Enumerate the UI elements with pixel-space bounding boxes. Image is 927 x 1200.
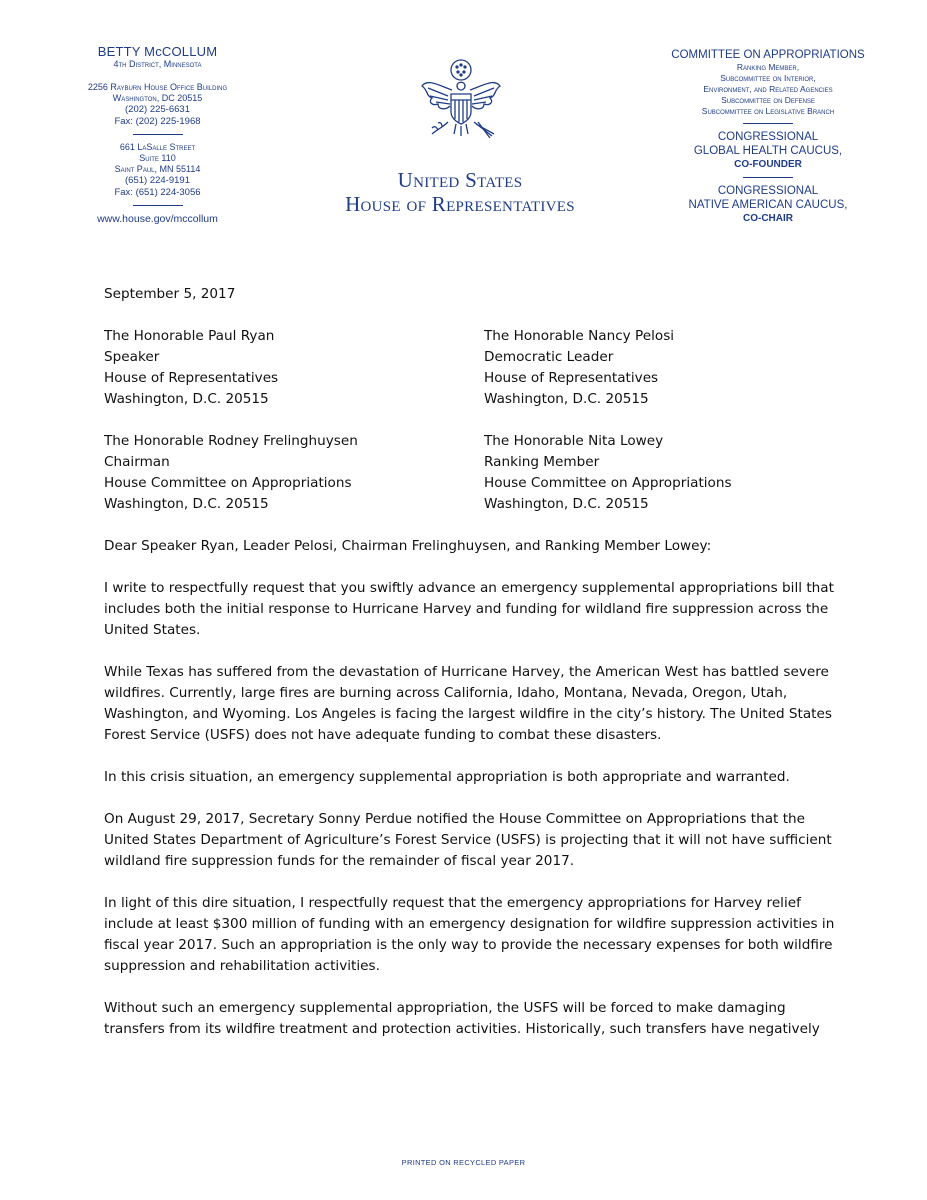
addressee-line: The Honorable Paul Ryan xyxy=(104,328,275,344)
dc-office-line: Fax: (202) 225-1968 xyxy=(114,115,201,127)
committee-role: Environment, and Related Agencies xyxy=(703,84,833,94)
addressee-line: House of Representatives xyxy=(484,370,659,386)
paragraph: I write to respectfully request that you swiftly advance an emergency supplemental appropriations bill that includes both the initial response to Hurricane Harvey and funding for wildland fire suppression across the United States. xyxy=(104,580,834,638)
addressee-line: House of Representatives xyxy=(104,370,279,386)
addressee-line: The Honorable Nancy Pelosi xyxy=(484,328,675,344)
addressee-block xyxy=(104,326,484,410)
addressee-line: Speaker xyxy=(104,349,160,365)
addressee-line: Washington, D.C. 20515 xyxy=(484,496,649,512)
addressee-line: Democratic Leader xyxy=(484,349,614,365)
dc-office-line: 2256 Rayburn House Office Building xyxy=(87,82,228,92)
divider xyxy=(133,205,183,206)
house-title-line1: United States xyxy=(397,168,523,192)
house-title-line2: House of Representatives xyxy=(345,192,575,216)
letterhead-left xyxy=(40,44,275,225)
caucus-name: CONGRESSIONAL xyxy=(717,185,819,197)
paragraph: While Texas has suffered from the devastation of Hurricane Harvey, the American West has battled severe wildfires. Currently, large fires are burning across California, Idaho, Montana, Nevada, Oregon, Utah, Washington, and Wyoming. Los Angeles is facing the largest wildfire in the city’s history. The United States Forest Service (USFS) does not have adequate funding to combat these disasters. xyxy=(104,664,832,743)
addressee-line: House Committee on Appropriations xyxy=(104,475,352,491)
mn-office-line: 661 LaSalle Street xyxy=(119,142,196,152)
caucus-name: GLOBAL HEALTH CAUCUS, xyxy=(693,145,843,157)
salutation: Dear Speaker Ryan, Leader Pelosi, Chairman Frelinghuysen, and Ranking Member Lowey: xyxy=(104,538,712,554)
paragraph: On August 29, 2017, Secretary Sonny Perdue notified the House Committee on Appropriations that the United States Department of Agriculture’s Forest Service (USFS) is projecting that it will not have sufficient wildland fire suppression funds for the remainder of fiscal year 2017. xyxy=(104,811,832,869)
committee-role: Subcommittee on Interior, xyxy=(720,73,816,83)
addressee-block xyxy=(104,431,484,515)
mn-office-line: Suite 110 xyxy=(139,153,176,163)
divider xyxy=(743,177,793,178)
recycled-paper-note: PRINTED ON RECYCLED PAPER xyxy=(401,1158,526,1167)
website-link[interactable]: www.house.gov/mccollum xyxy=(97,213,218,225)
paragraph: In light of this dire situation, I respectfully request that the emergency appropriations for Harvey relief include at least $300 million of funding with an emergency designation for wildfire suppression activities in fiscal year 2017. Such an appropriation is the only way to provide the necessary expenses for both wildfire suppression and rehabilitation activities. xyxy=(104,895,835,974)
addressee-line: Chairman xyxy=(104,454,170,470)
caucus-role: CO-FOUNDER xyxy=(734,159,802,170)
mn-office-line: (651) 224-9191 xyxy=(125,175,190,186)
addressee-line: Washington, D.C. 20515 xyxy=(104,391,269,407)
divider xyxy=(133,134,183,135)
member-district: 4th District, Minnesota xyxy=(113,59,202,69)
addressee-block xyxy=(484,326,844,410)
member-name: BETTY McCOLLUM xyxy=(97,44,218,59)
addressee-line: Ranking Member xyxy=(484,454,600,470)
addressee-line: Washington, D.C. 20515 xyxy=(104,496,269,512)
letter-date: September 5, 2017 xyxy=(104,286,236,302)
dc-office-line: (202) 225-6631 xyxy=(125,104,190,115)
committee-name: COMMITTEE ON APPROPRIATIONS xyxy=(671,49,865,61)
caucus-name: CONGRESSIONAL xyxy=(717,131,819,143)
addressee-line: The Honorable Nita Lowey xyxy=(484,433,664,449)
great-seal-eagle-icon xyxy=(418,56,504,148)
addressee-block xyxy=(484,431,844,515)
divider xyxy=(743,123,793,124)
addressee-line: House Committee on Appropriations xyxy=(484,475,732,491)
caucus-name: NATIVE AMERICAN CAUCUS, xyxy=(688,199,848,211)
caucus-role: CO-CHAIR xyxy=(743,213,793,224)
letter-body xyxy=(104,284,844,1040)
mn-office-line: Fax: (651) 224-3056 xyxy=(114,186,201,198)
committee-role: Subcommittee on Defense xyxy=(721,95,815,105)
addressee-grid xyxy=(104,326,844,515)
house-title xyxy=(290,168,630,216)
addressee-line: The Honorable Rodney Frelinghuysen xyxy=(104,433,358,449)
paragraph: Without such an emergency supplemental appropriation, the USFS will be forced to make damaging transfers from its wildfire treatment and protection activities. Historically, such transfers have negatively xyxy=(104,1000,820,1037)
committee-role: Ranking Member, xyxy=(736,62,800,72)
dc-office-line: Washington, DC 20515 xyxy=(112,93,203,103)
paragraph: In this crisis situation, an emergency supplemental appropriation is both appropriate and warranted. xyxy=(104,769,790,785)
addressee-line: Washington, D.C. 20515 xyxy=(484,391,649,407)
letterhead-right xyxy=(648,48,888,225)
committee-role: Subcommittee on Legislative Branch xyxy=(701,106,835,116)
mn-office-line: Saint Paul, MN 55114 xyxy=(114,164,201,174)
